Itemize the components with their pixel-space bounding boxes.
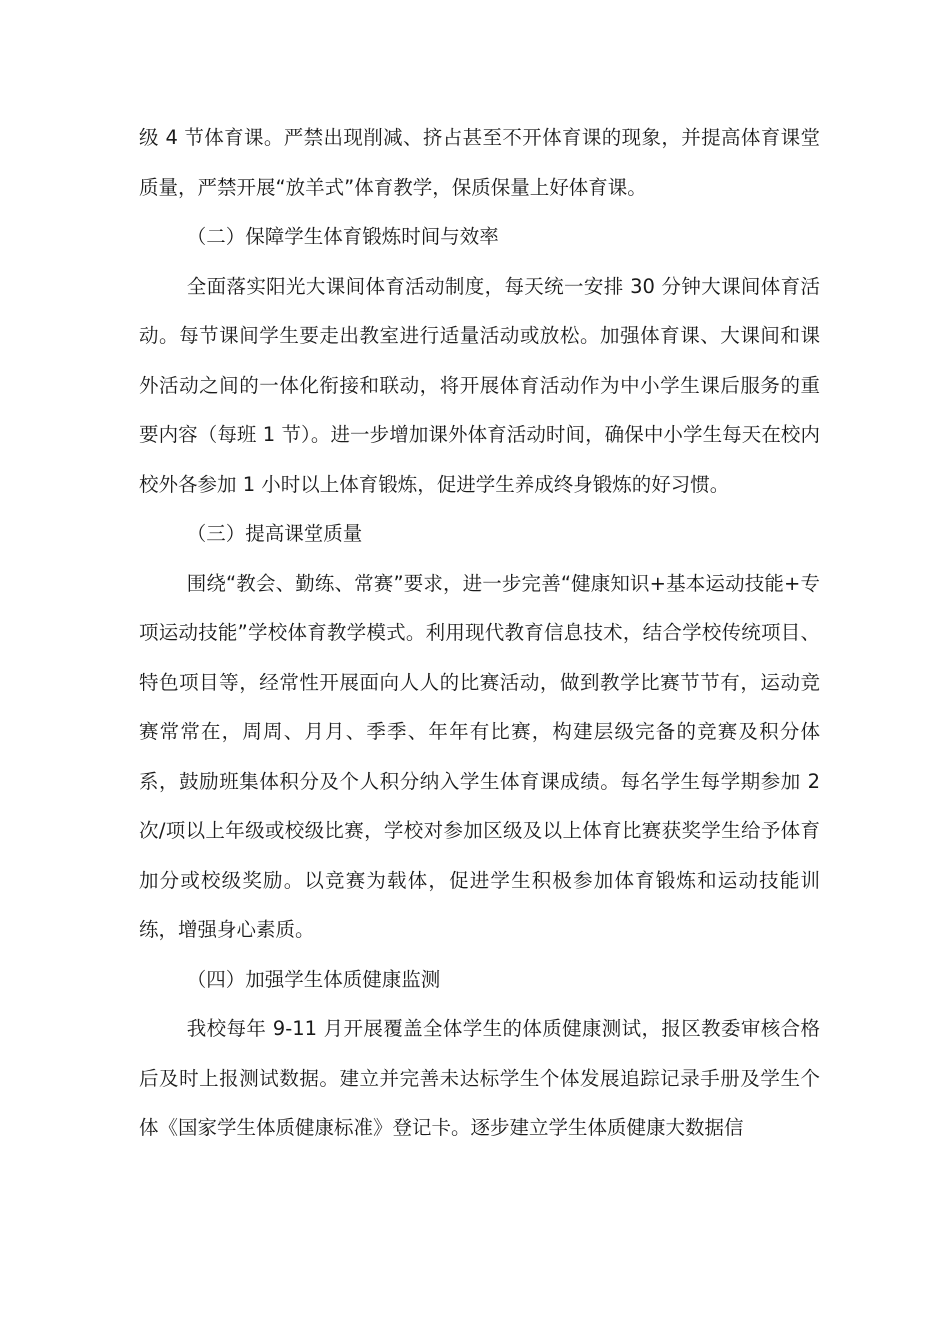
- paragraph-class-quality: 围绕“教会、勤练、常赛”要求，进一步完善“健康知识+基本运动技能+专项运动技能”学校体育教学模式。利用现代教育信息技术，结合学校传统项目、特色项目等，经常性开展面向人人的比赛活动，做到教学比赛节节有，运动竞赛常常在，周周、月月、季季、年年有比赛，构建层级完备的竞赛及积分体系，鼓励班集体积分及个人积分纳入学生体育课成绩。每名学生每学期参加 2 次/项以上年级或校级比赛，学校对参加区级及以上体育比赛获奖学生给予体育加分或校级奖励。以竞赛为载体，促进学生积极参加体育锻炼和运动技能训练，增强身心素质。: [139, 571, 820, 941]
- section-heading-2: （二）保障学生体育锻炼时间与效率: [186, 225, 499, 248]
- paragraph-continuation: 级 4 节体育课。严禁出现削减、挤占甚至不开体育课的现象，并提高体育课堂质量，严禁开展“放羊式”体育教学，保质保量上好体育课。: [139, 126, 820, 199]
- paragraph-exercise-time: 全面落实阳光大课间体育活动制度，每天统一安排 30 分钟大课间体育活动。每节课间学生要走出教室进行适量活动或放松。加强体育课、大课间和课外活动之间的一体化衔接和联动，将开展体育活动作为中小学生课后服务的重要内容（每班 1 节）。进一步增加课外体育活动时间，确保中小学生每天在校内校外各参加 1 小时以上体育锻炼，促进学生养成终身锻炼的好习惯。: [139, 274, 820, 496]
- document-body: [139, 113, 820, 1153]
- section-heading-4: （四）加强学生体质健康监测: [186, 967, 441, 991]
- section-heading-3: （三）提高课堂质量: [186, 522, 363, 545]
- paragraph-health-monitoring: 我校每年 9-11 月开展覆盖全体学生的体质健康测试，报区教委审核合格后及时上报测试数据。建立并完善未达标学生个体发展追踪记录手册及学生个体《国家学生体质健康标准》登记卡。逐步建立学生体质健康大数据信: [139, 1017, 820, 1139]
